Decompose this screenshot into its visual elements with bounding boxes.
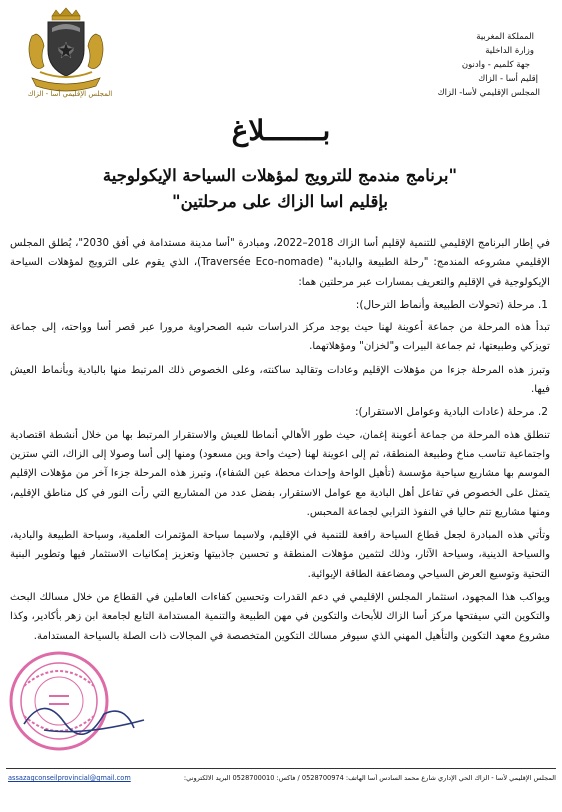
training-paragraph: ويواكب هذا المجهود، استثمار المجلس الإقليمي في دعم القدرات وتحسين كفاءات العاملين في القطاع من خلال مسالك البحث والتكوين التي سيفتحها مركز أسا الزاك للأبحاث والتكوين في مهن الطبيعة والتنمية المستدامة التابع لجامعة ابن زهر بأكادير، وكذا مشروع معهد التكوين والتأهيل المهني الذي سيوفر مسالك التكوين المتخصصة في المجالات ذات الصلة بالسياحة المستدامة. — [10, 592, 550, 642]
footer-email-link[interactable]: assazagconseilprovincial@gmail.com — [8, 774, 131, 782]
communique-subtitle — [60, 163, 500, 215]
communique-title: بـــــــلاغ — [231, 114, 331, 147]
coat-of-arms-emblem — [22, 6, 110, 96]
header-line-province: إقليم أسا - الزاك — [478, 74, 538, 84]
tourism-paragraph: وتأتي هذه المبادرة لجعل قطاع السياحة رافعة للتنمية في الإقليم، ولاسيما سياحة المؤتمرات العلمية، وسياحة الطبيعة والبادية، والسياحة الدينية، وسياحة الآثار، وذلك لتثمين مؤهلات المنطقة و تحسين جاذبيتها وتعزيز إمكانيات الاستثمار فيها وتطوير البنية التحتية وتوسيع العرض السياحي ومضاعفة الطاقة الإيوائية. — [10, 530, 550, 580]
intro-paragraph: في إطار البرنامج الإقليمي للتنمية لإقليم أسا الزاك 2018–2022، ومبادرة "أسا مدينة مستدامة في أفق 2030"، يُطلق المجلس الإقليمي مشروعه المندمج: "رحلة الطبيعة والبادية" (Traversée Eco-nomade)، الذي يقوم على الترويج لمؤهلات السياحة الإيكولوجية في الإقليم والتعريف بمسارات عبر مرحلتين هما: — [10, 238, 551, 288]
signature — [14, 684, 154, 744]
stage-2-paragraph: تنطلق هذه المرحلة من جماعة أعوينة إغمان، حيث طور الأهالي أنماطا للعيش والاستقرار المرتبط بها من خلال أنشطة اقتصادية واجتماعية تناسب مناخ وطبيعة المنطقة، ثم إلى اعوينة لهنا (حيث واحة وين مسعود) ومنها إلى أسا وصولا إلى الزاك، التي ستزين الموسم بها مشاريع سياحية مؤسسة (تأهيل الواحة وإحداث محطة عين الشفاء)، وتبرز هذه المرحلة جزءا آخر من مؤهلات الإقليم يتمثل على الخصوص في تفاعل أهل البادية مع عوامل الاستقرار، بفضل عدد من المشاريع التي رأت النور في كل مناطق الإقليم، ومنها مشاريع تتم حاليا في النفوذ الترابي لجماعة المحبس. — [10, 429, 550, 518]
header-line-kingdom: المملكة المغربية — [476, 32, 534, 42]
stage-1-paragraph-1: تبدأ هذه المرحلة من جماعة أعوينة لهنا حيث يوجد مركز الدراسات شبه الصحراوية مرورا عبر قصر أسا وواحته، إلى جماعة تويزكي وطبيعتها، ثم جماعة البيرات و"لخزان" ومؤهلاتهما. — [10, 322, 550, 353]
emblem-caption: المجلس الإقليمي أسا - الزاك — [27, 90, 113, 98]
stage-1-heading: 1. مرحلة (تحولات الطبيعة وأنماط الترحال): — [355, 298, 548, 311]
subtitle-line-2: بإقليم اسا الزاك على مرحلتين" — [171, 192, 389, 211]
government-header — [390, 30, 540, 100]
header-line-region: جهة كلميم - وادنون — [461, 60, 530, 70]
communique-body — [10, 234, 550, 650]
footer — [6, 774, 556, 788]
footer-divider — [6, 768, 556, 769]
stage-2-heading: 2. مرحلة (عادات البادية وعوامل الاستقرار): — [354, 406, 548, 419]
subtitle-line-1: "برنامج مندمج للترويج لمؤهلات السياحة الإيكولوجية — [102, 166, 458, 185]
stage-1-paragraph-2: وتبرز هذه المرحلة جزءا من مؤهلات الإقليم وعادات وتقاليد ساكنته، وعلى الخصوص ذلك المرتبط منها بالبادية وبأنماط العيش فيها. — [10, 364, 550, 396]
footer-address: المجلس الإقليمي لأسا - الزاك الحي الإداري شارع محمد السادس أسا الهاتف: 0528700974 / فاكس: 0528700010 البريد الالكتروني: — [183, 774, 556, 782]
header-line-council: المجلس الإقليمي لأسا- الزاك — [437, 88, 540, 98]
header-line-ministry: وزارة الداخلية — [485, 46, 534, 56]
